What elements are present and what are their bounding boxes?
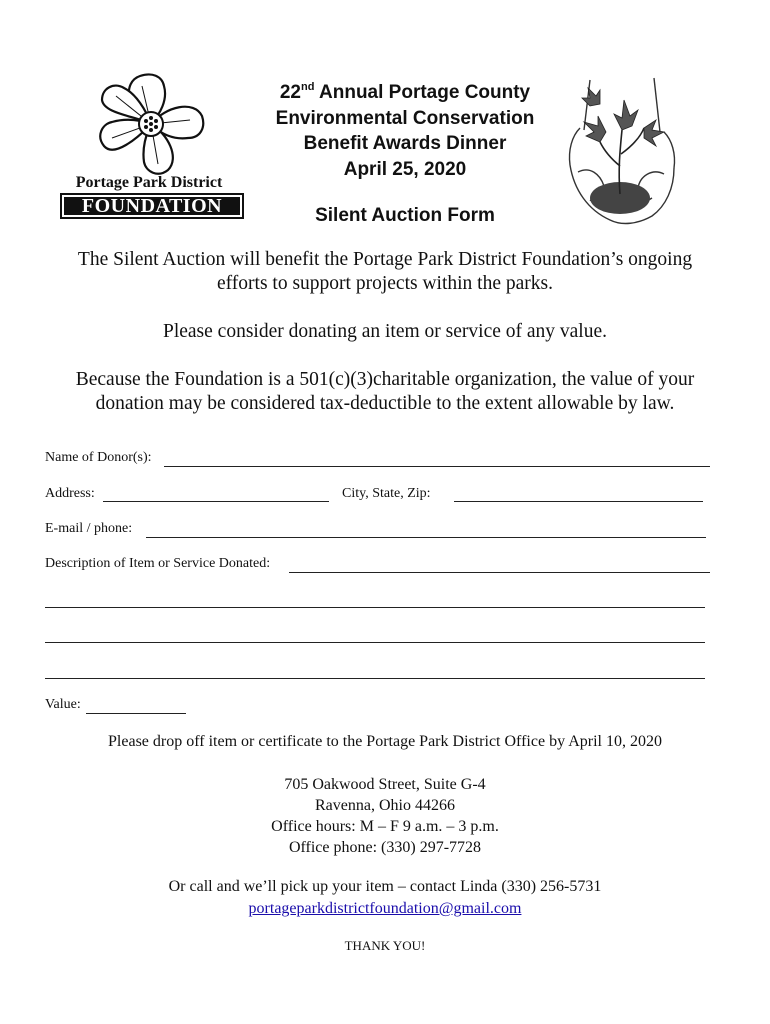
- donor-name-label: Name of Donor(s):: [45, 450, 152, 465]
- dropoff-instructions: Please drop off item or certificate to the Portage Park District Office by April 10, 2020: [108, 733, 662, 750]
- description-line-extra[interactable]: [45, 678, 705, 679]
- thank-you: THANK YOU!: [344, 938, 426, 953]
- header-ordinal-suffix: nd: [300, 81, 315, 93]
- intro-tax-line1: Because the Foundation is a 501(c)(3)charitable organization, the value of your: [75, 369, 695, 390]
- intro-paragraph-tax: [40, 368, 730, 416]
- description-line[interactable]: [289, 572, 710, 573]
- header-line1-rest: Annual Portage County: [314, 82, 531, 103]
- event-header: [232, 80, 578, 182]
- office-address-city: Ravenna, Ohio 44266: [315, 797, 455, 814]
- intro-tax-line2: donation may be considered tax-deductible to the extent allowable by law.: [95, 393, 675, 414]
- header-event-date: April 25, 2020: [343, 158, 467, 180]
- header-line1: [232, 80, 578, 106]
- donor-name-line[interactable]: [164, 466, 710, 467]
- intro-benefit-line2: efforts to support projects within the parks.: [217, 273, 553, 294]
- office-address-street: 705 Oakwood Street, Suite G-4: [284, 776, 486, 793]
- header-line2: Environmental Conservation: [275, 107, 535, 129]
- hands-seedling-icon: [560, 70, 680, 235]
- email-phone-line[interactable]: [146, 537, 706, 538]
- office-phone: Office phone: (330) 297-7728: [288, 839, 482, 856]
- value-line[interactable]: [86, 713, 186, 714]
- description-label: Description of Item or Service Donated:: [45, 556, 271, 571]
- header-line3: Benefit Awards Dinner: [303, 133, 507, 154]
- intro-paragraph-donate: Please consider donating an item or service of any value.: [162, 321, 607, 342]
- intro-benefit-line1: The Silent Auction will benefit the Portage Park District Foundation’s ongoing: [77, 249, 693, 270]
- logo-wordmark-band: [60, 193, 244, 219]
- description-line-extra[interactable]: [45, 607, 705, 608]
- header-ordinal-number: 22: [279, 82, 301, 103]
- foundation-logo: [54, 72, 244, 217]
- intro-paragraph-benefit: [40, 248, 730, 296]
- form-title: Silent Auction Form: [315, 205, 495, 226]
- email-link[interactable]: portageparkdistrictfoundation@gmail.com: [248, 900, 522, 917]
- email-link-row: [0, 900, 770, 918]
- city-state-zip-label: City, State, Zip:: [342, 486, 431, 501]
- dogwood-flower-icon: [96, 72, 206, 178]
- email-phone-label: E-mail / phone:: [45, 521, 133, 536]
- address-line[interactable]: [103, 501, 329, 502]
- logo-name: Portage Park District: [75, 174, 223, 191]
- office-hours: Office hours: M – F 9 a.m. – 3 p.m.: [271, 818, 499, 835]
- city-state-zip-line[interactable]: [454, 501, 703, 502]
- address-label: Address:: [45, 486, 95, 501]
- office-info: [0, 774, 770, 858]
- description-line-extra[interactable]: [45, 642, 705, 643]
- pickup-contact: Or call and we’ll pick up your item – contact Linda (330) 256-5731: [168, 878, 602, 895]
- value-label: Value:: [45, 697, 81, 712]
- logo-wordmark: FOUNDATION: [81, 195, 223, 217]
